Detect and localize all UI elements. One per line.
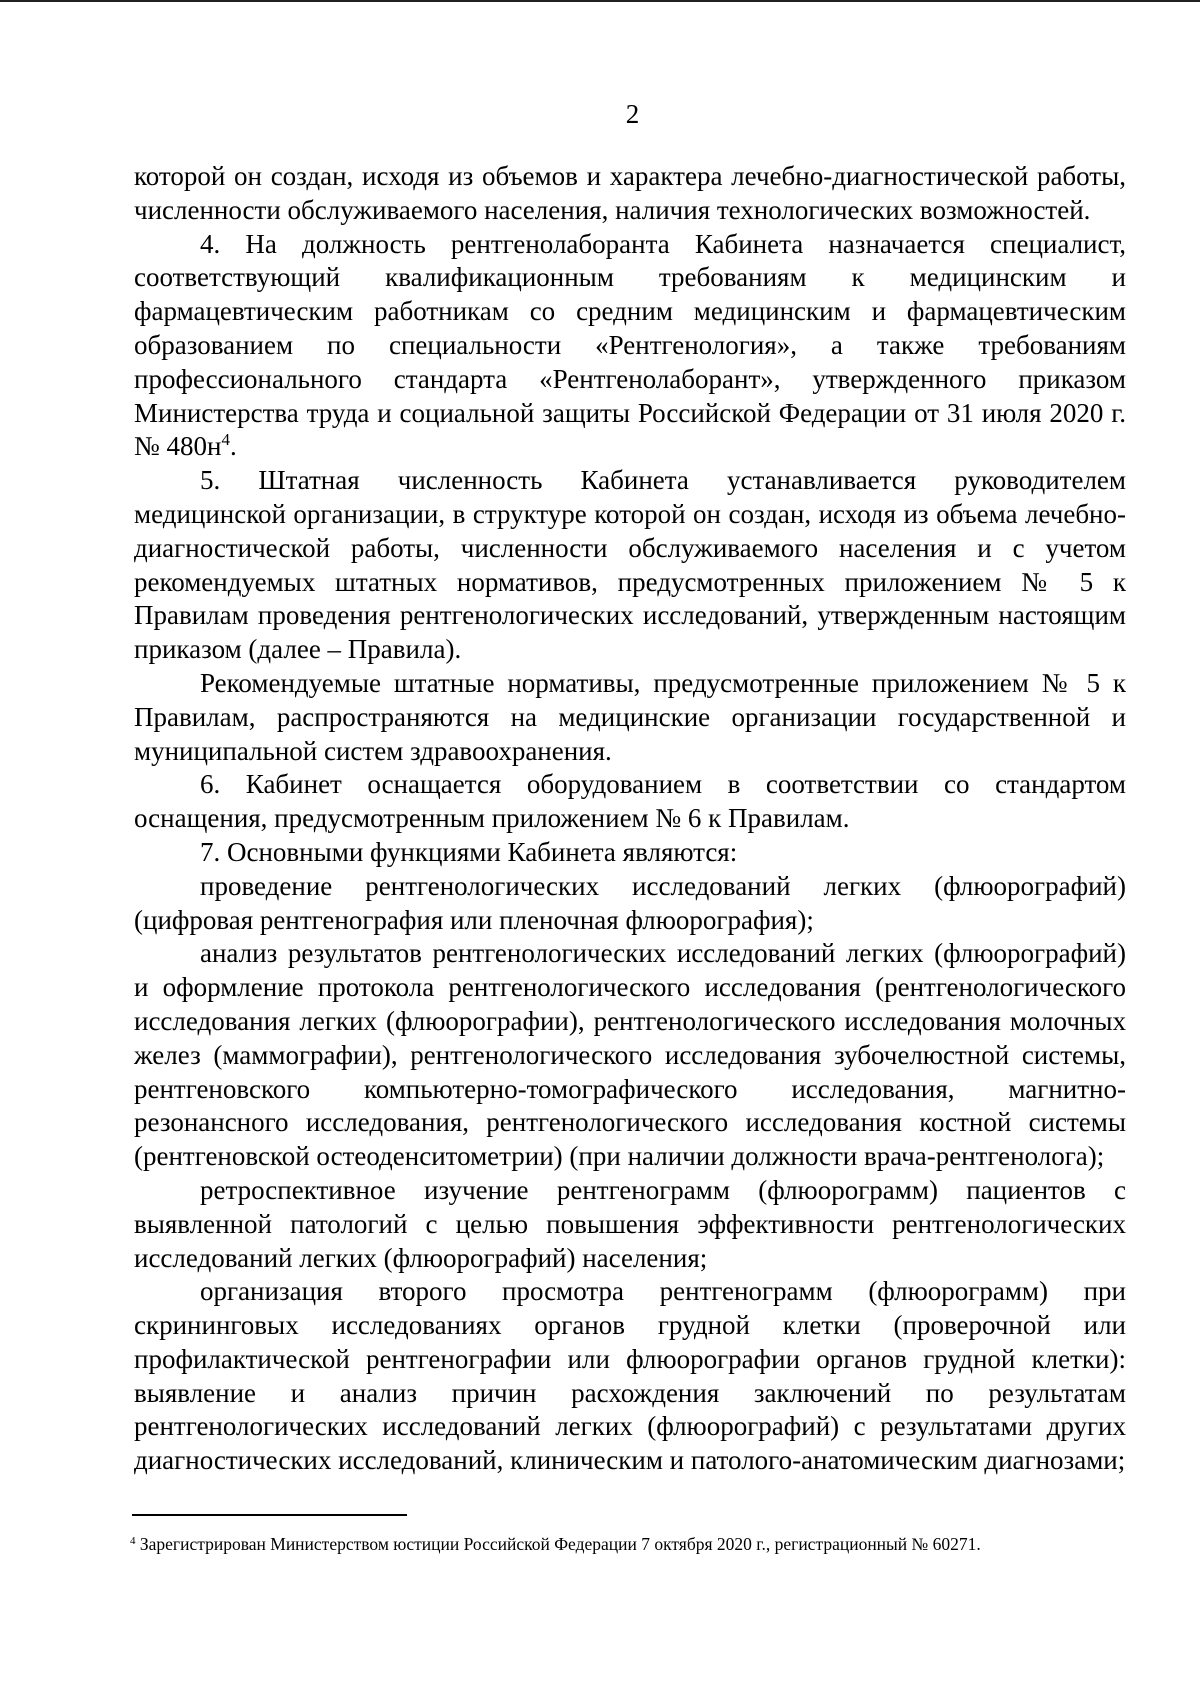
paragraph-recommended-norms: Рекомендуемые штатные нормативы, предусмотренные приложением № 5 к Правилам, распространяются на медицинские организации государственной и муниципальной систем здравоохранения.	[134, 667, 1126, 766]
function-item: анализ результатов рентгенологических исследований легких (флюорографий) и оформление протокола рентгенологического исследования (рентгенологического исследования легких (флюорографии), рентгенологического исследования молочных желез (маммографии), рентгенологического исследования зубочелюстной системы, рентгеновского компьютерно-томографического исследования, магнитно-резонансного исследования, рентгенологического исследования костной системы (рентгеновской остеоденситометрии) (при наличии должности врача-рентгенолога);	[134, 938, 1126, 1172]
paragraph-item-6: 6. Кабинет оснащается оборудованием в соответствии со стандартом оснащения, предусмотренным приложением № 6 к Правилам.	[134, 769, 1126, 834]
footnote-marker: 4	[130, 1535, 136, 1547]
paragraph-continuation: которой он создан, исходя из объемов и характера лечебно-диагностической работы, численности обслуживаемого населения, наличия технологических возможностей.	[134, 161, 1126, 225]
footnote-reference: 4	[221, 430, 230, 450]
footnote-text: Зарегистрирован Министерством юстиции Российской Федерации 7 октября 2020 г., регистрационный № 60271.	[139, 1534, 981, 1554]
document-body	[134, 160, 1126, 1478]
paragraph-item-5: 5. Штатная численность Кабинета устанавливается руководителем медицинской организации, в структуре которой он создан, исходя из объема лечебно-диагностической работы, численности обслуживаемого населения и с учетом рекомендуемых штатных нормативов, предусмотренных приложением № 5 к Правилам проведения рентгенологических исследований, утвержденным настоящим приказом (далее – Правила).	[134, 465, 1126, 665]
function-item: ретроспективное изучение рентгенограмм (флюорограмм) пациентов с выявленной патологий с целью повышения эффективности рентгенологических исследований легких (флюорографий) населения;	[134, 1174, 1126, 1273]
paragraph-item-7: 7. Основными функциями Кабинета являются:	[200, 836, 738, 867]
page-number: 2	[625, 99, 640, 129]
paragraph-item-4-text: 4. На должность рентгенолаборанта Кабинета назначается специалист, соответствующий квалификационным требованиям к медицинским и фармацевтическим работникам со средним медицинским и фармацевтическим образованием по специальности «Рентгенология», а также требованиям профессионального стандарта «Рентгенолаборант», утвержденного приказом Министерства труда и социальной защиты Российской Федерации от 31 июля 2020 г. № 480н	[134, 228, 1126, 462]
scan-top-edge	[0, 0, 1200, 2]
footnote-separator	[132, 1514, 407, 1516]
footnote	[130, 1533, 1130, 1555]
function-item: организация второго просмотра рентгенограмм (флюорограмм) при скрининговых исследованиях органов грудной клетки (проверочной или профилактической рентгенографии или флюорографии органов грудной клетки): выявление и анализ причин расхождения заключений по результатам рентгенологических исследований легких (флюорографий) с результатами других диагностических исследований, клиническим и патолого-анатомическим диагнозами;	[134, 1276, 1126, 1476]
function-item: проведение рентгенологических исследований легких (флюорографий) (цифровая рентгенография или пленочная флюорография);	[134, 870, 1126, 935]
paragraph-item-4: 4. На должность рентгенолаборанта Кабинета назначается специалист, соответствующий квалификационным требованиям к медицинским и фармацевтическим работникам со средним медицинским и фармацевтическим образованием по специальности «Рентгенология», а также требованиям профессионального стандарта «Рентгенолаборант», утвержденного приказом Министерства труда и социальной защиты Российской Федерации от 31 июля 2020 г. № $480н^4$.	[134, 228, 1126, 462]
